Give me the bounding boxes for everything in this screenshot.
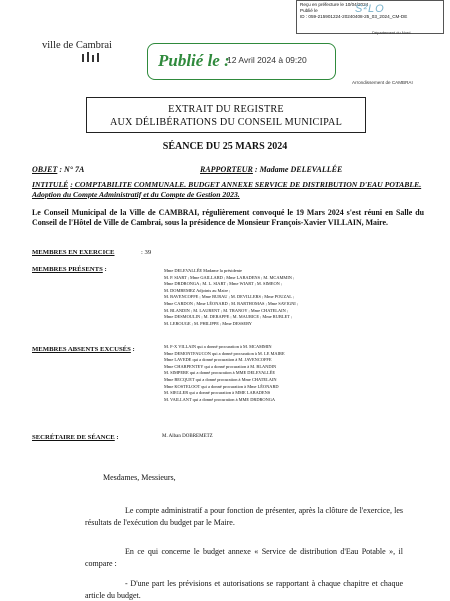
membres-presents-list [164,268,434,327]
receipt-line-id: ID : 059-215901224-20240408-25_03_2024_CM-DE [300,14,408,20]
rapporteur-value: : Madame DELEVALLÉE [254,165,343,174]
list-item: Mme DESMOULIN ; M. DERAPPE ; M. MAURICE ; Mme RUBLET ; [164,314,293,320]
receipt-line-published: Publié le [300,8,318,14]
greeting: Mesdames, Messieurs, [103,473,176,482]
body-paragraph-1: Le compte administratif a pour fonction de présenter, après la clôture de l'exercice, les résultats de l'exécution du budget par le Maire. [85,506,403,527]
membres-absents-list [164,344,434,403]
intitule [32,180,422,199]
city-logo-towers-icon [80,52,104,62]
list-item: Mme LAVEDE qui a donné procuration à M. JAVENCOFFE [164,357,272,363]
city-logo-text: ville de Cambrai [42,40,112,51]
list-item: M. P. SIART ; Mme GAILLARD ; Mme LABADENS ; M. MCAMMIN ; [164,274,295,280]
registre-title-line1: EXTRAIT DU REGISTRE [168,104,284,115]
list-item: Mme DRDRONGA ; M. L. SIART ; Mme WIART ; M. SIMEON ; [164,281,283,287]
list-item: M. LEROUGE ; M. PHILIPPE ; Mme DESSERY [164,320,252,326]
list-item: M. SIMPERE qui a donné procuration à MME DELEVALLÉE [164,370,276,376]
intitule-text: : COMPTABILITE COMMUNALE. BUDGET ANNEXE SERVICE DE DISTRIBUTION D'EAU POTABLE. Adoption du Compte Administratif et du Compte de Gestion 2023. [32,180,422,199]
receipt-line-received: Reçu en préfecture le 10/04/2024 [300,2,369,7]
list-item: M. SIEGLER qui a donné procuration à MME LABADENS [164,390,271,396]
rapporteur-line [200,165,342,174]
list-item: M. DOMBEMEZ Adjoints au Maire ; [164,287,231,293]
body-paragraph-3: - D'une part les prévisions et autorisations se rapportant à chaque chapitre et chaque article du budget. [85,579,403,600]
publication-stamp-label: Publié le : [158,51,230,70]
list-item: Mme KOSTELOOT qui a donné procuration à Mme LÉONARD [164,383,279,389]
seance-date: SÉANCE DU 25 MARS 2024 [162,141,288,152]
membres-exercice-label: MEMBRES EN EXERCICE [32,249,115,256]
membres-exercice-count: : 39 [141,249,152,256]
intitule-label: INTITULÉ [32,180,69,189]
objet-label: OBJET [32,165,58,174]
publication-stamp-date: 12 Avril 2024 à 09:20 [227,55,307,65]
objet-value: : N° 7A [59,165,85,174]
arrondissement-label: Arrondissement de CAMBRAI [352,80,413,85]
slo-watermark: S²LO [355,3,385,15]
list-item: Mme DELEVALLÉE Madame la présidente [164,268,242,273]
intro-paragraph: Le Conseil Municipal de la Ville de CAMBRAI, régulièrement convoqué le 19 Mars 2024 s'est réuni en Salle du Conseil de l'Hôtel de Ville de Cambrai, sous la présidence de Monsieur François-Xavier VILLAIN, Maire. [32,208,424,227]
registre-title-box [86,97,366,133]
objet-line [32,165,84,174]
membres-absents-label: MEMBRES ABSENTS EXCUSÉS : [32,346,135,353]
registre-title-line2: AUX DÉLIBÉRATIONS DU CONSEIL MUNICIPAL [109,117,343,128]
list-item: Mme DEMONTFAUCON qui a donné procuration à M. LE MAIRE [164,350,285,356]
secretaire-label: SECRÉTAIRE DE SÉANCE : [32,434,119,441]
list-item: Mme CARDON ; Mme LÉONARD ; M. BARTHOMAS ; Mme SAVIGNI ; [164,300,299,306]
receipt-department: Département du Nord [372,30,411,35]
list-item: M. VAILLANT qui a donné procuration à MME DRDRONGA [164,396,276,402]
secretaire-value: M. Alban DOBREMETZ [162,434,213,439]
rapporteur-label: RAPPORTEUR [200,165,253,174]
list-item: Mme BECQUET qui a donné procuration à Mme CHATELAIN [164,376,277,382]
membres-presents-label: MEMBRES PRÉSENTS : [32,266,107,273]
list-item: M. BLANDIN ; M. LAURENT ; M. TRANOY ; Mme CHATELAIN ; [164,307,289,313]
body-paragraph-2: En ce qui concerne le budget annexe « Service de distribution d'Eau Potable », il compare : [85,547,403,568]
list-item: Mme CHARPENTEY qui a donné procuration à M. BLANDIN [164,363,277,369]
list-item: M. BAVENCOFFE ; Mme BURAU ; M. DEVILLERS ; Mme POUZAL ; [164,294,295,300]
list-item: M. F-X VILLAIN qui a donné procuration à M. MCAMMIN [164,344,272,349]
